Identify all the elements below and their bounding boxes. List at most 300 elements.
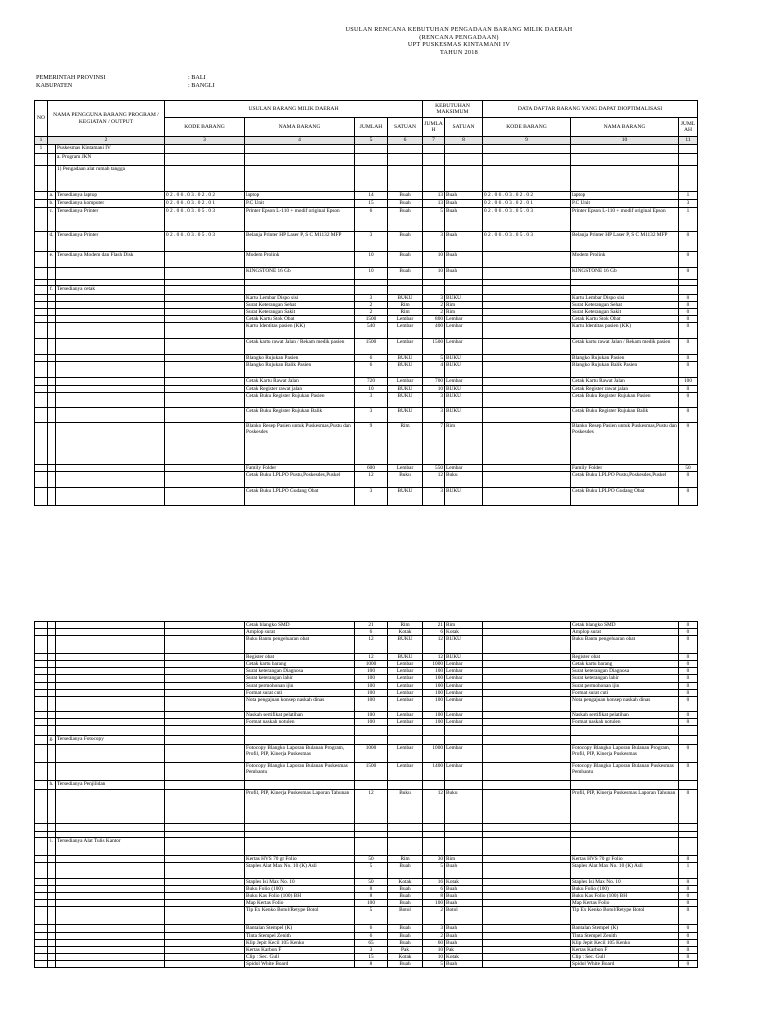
program-cell: Tersedianya Printer xyxy=(56,208,165,232)
nama-barang-cell: Family Folder xyxy=(245,464,355,471)
col-header-jumlah-max: JUMLA H xyxy=(423,118,445,137)
row-letter xyxy=(48,339,56,355)
jumlah-max-cell: 3 xyxy=(423,925,445,932)
jumlah-cell: 3 xyxy=(355,295,388,302)
jumlah-cell: 1500 xyxy=(355,762,388,780)
satuan-max-cell: Lembar xyxy=(445,711,483,718)
jumlah-max-cell: 100 xyxy=(423,675,445,682)
kode-barang-cell xyxy=(165,268,245,280)
satuan-cell: Rim xyxy=(388,302,423,309)
jumlah-max-cell: 800 xyxy=(423,316,445,323)
kode-barang-2-cell xyxy=(483,355,571,362)
jumlah-max-cell: 10 xyxy=(423,946,445,953)
jumlah-2-cell: 0 xyxy=(679,718,698,725)
jumlah-2-cell xyxy=(679,735,698,744)
program-cell xyxy=(56,907,165,925)
jumlah-cell: 6 xyxy=(355,355,388,362)
jumlah-cell xyxy=(355,166,388,192)
nama-barang-cell: Tinta Stempel Zenith xyxy=(245,932,355,939)
program-cell xyxy=(56,629,165,636)
jumlah-2-cell: 0 xyxy=(679,295,698,302)
program-cell xyxy=(56,392,165,407)
satuan-cell: Rim xyxy=(388,622,423,629)
table-body xyxy=(35,622,698,968)
satuan-cell: Botol xyxy=(388,907,423,925)
nama-barang-2-cell: Kertas HVS 70 gr Folio xyxy=(571,855,679,862)
jumlah-2-cell: 0 xyxy=(679,711,698,718)
nama-barang-cell xyxy=(245,780,355,789)
jumlah-2-cell: 0 xyxy=(679,636,698,654)
nama-barang-cell: laptop xyxy=(245,192,355,200)
column-number: 7 xyxy=(423,137,445,145)
jumlah-2-cell: 50 xyxy=(679,464,698,471)
table-row xyxy=(35,362,698,378)
satuan-max-cell: Buah xyxy=(445,886,483,893)
satuan-cell: Lembar xyxy=(388,718,423,725)
satuan-max-cell: Kotak xyxy=(445,953,483,960)
row-letter xyxy=(48,823,56,831)
jumlah-max-cell xyxy=(423,145,445,154)
kode-barang-2-cell xyxy=(483,407,571,422)
jumlah-cell: 12 xyxy=(355,654,388,661)
jumlah-2-cell: 0 xyxy=(679,907,698,925)
jumlah-max-cell: 3 xyxy=(423,407,445,422)
program-cell xyxy=(56,362,165,378)
jumlah-max-cell: 12 xyxy=(423,471,445,487)
row-no xyxy=(35,422,48,464)
satuan-max-cell: Rim xyxy=(445,622,483,629)
row-letter xyxy=(48,696,56,711)
row-letter xyxy=(48,855,56,862)
jumlah-2-cell: 0 xyxy=(679,696,698,711)
row-letter xyxy=(48,636,56,654)
jumlah-cell: 3 xyxy=(355,946,388,953)
satuan-cell xyxy=(388,837,423,855)
satuan-max-cell xyxy=(445,725,483,735)
jumlah-cell: 3 xyxy=(355,407,388,422)
satuan-max-cell: Buah xyxy=(445,192,483,200)
row-letter xyxy=(48,668,56,675)
satuan-cell: Buah xyxy=(388,925,423,932)
nama-barang-2-cell: Cetak Register rawat jalan xyxy=(571,385,679,392)
kode-barang-cell: 0 2 . 0 6 . 0 3 . 0 5 . 0 3 xyxy=(165,208,245,232)
table-row xyxy=(35,682,698,689)
program-cell xyxy=(56,464,165,471)
row-no xyxy=(35,668,48,675)
satuan-cell: Lembar xyxy=(388,378,423,385)
row-letter: c. xyxy=(48,208,56,232)
jumlah-cell: 6 xyxy=(355,932,388,939)
program-cell xyxy=(56,302,165,309)
jumlah-max-cell: 5 xyxy=(423,355,445,362)
kode-barang-cell xyxy=(165,907,245,925)
program-cell xyxy=(56,960,165,967)
nama-barang-2-cell xyxy=(571,286,679,295)
jumlah-cell: 21 xyxy=(355,622,388,629)
jumlah-max-cell: 2 xyxy=(423,907,445,925)
kode-barang-2-cell xyxy=(483,682,571,689)
satuan-max-cell: Buah xyxy=(445,960,483,967)
row-letter xyxy=(48,407,56,422)
satuan-max-cell: Lembar xyxy=(445,744,483,762)
row-letter: e. xyxy=(48,252,56,268)
kode-barang-2-cell xyxy=(483,823,571,831)
table-body xyxy=(35,145,698,506)
table-row xyxy=(35,636,698,654)
row-no xyxy=(35,696,48,711)
nama-barang-2-cell: Cetak kartu barang xyxy=(571,661,679,668)
jumlah-max-cell: 1400 xyxy=(423,762,445,780)
satuan-cell: Lembar xyxy=(388,668,423,675)
kode-barang-cell xyxy=(165,636,245,654)
title-line: (RENCANA PENGADAAN) xyxy=(419,33,499,41)
kode-barang-cell xyxy=(165,879,245,886)
nama-barang-cell: Cetak blangko SMD xyxy=(245,622,355,629)
row-no xyxy=(35,675,48,682)
jumlah-2-cell: 0 xyxy=(679,744,698,762)
nama-barang-2-cell: Bantalan Stempel (K) xyxy=(571,925,679,932)
nama-barang-cell xyxy=(245,145,355,154)
satuan-max-cell: Rim xyxy=(445,855,483,862)
jumlah-2-cell: 0 xyxy=(679,392,698,407)
satuan-cell: Lembar xyxy=(388,661,423,668)
jumlah-cell: 8 xyxy=(355,893,388,900)
jumlah-cell: 1000 xyxy=(355,661,388,668)
jumlah-2-cell: 0 xyxy=(679,252,698,268)
kode-barang-2-cell xyxy=(483,696,571,711)
kode-barang-2-cell xyxy=(483,268,571,280)
nama-barang-2-cell xyxy=(571,837,679,855)
title-line: USULAN RENCANA KEBUTUHAN PENGADAAN BARANG MILIK DAERAH xyxy=(345,26,573,33)
jumlah-2-cell xyxy=(679,823,698,831)
satuan-max-cell: BUKU xyxy=(445,385,483,392)
jumlah-max-cell: 100 xyxy=(423,711,445,718)
table-row xyxy=(35,471,698,487)
satuan-cell: Lembar xyxy=(388,339,423,355)
satuan-max-cell: Lembar xyxy=(445,661,483,668)
kode-barang-2-cell xyxy=(483,166,571,192)
kode-barang-cell xyxy=(165,471,245,487)
nama-barang-2-cell: Blangko Rujukan Balik Pasien xyxy=(571,362,679,378)
jumlah-max-cell: 100 xyxy=(423,696,445,711)
nama-barang-2-cell: Surat keterangan lahir xyxy=(571,675,679,682)
row-no xyxy=(35,487,48,505)
kode-barang-cell xyxy=(165,855,245,862)
program-cell xyxy=(56,946,165,953)
satuan-cell: Buah xyxy=(388,960,423,967)
program-cell xyxy=(56,378,165,385)
row-no xyxy=(35,907,48,925)
row-no xyxy=(35,362,48,378)
satuan-cell: Lembar xyxy=(388,682,423,689)
jumlah-2-cell: 0 xyxy=(679,339,698,355)
jumlah-2-cell: 0 xyxy=(679,668,698,675)
satuan-max-cell: Lembar xyxy=(445,718,483,725)
jumlah-2-cell: 0 xyxy=(679,422,698,464)
row-letter xyxy=(48,422,56,464)
row-no xyxy=(35,200,48,208)
satuan-max-cell xyxy=(445,780,483,789)
table-row xyxy=(35,166,698,192)
col-header-jumlah: JUMLAH xyxy=(355,118,388,137)
satuan-max-cell: Rim xyxy=(445,422,483,464)
row-letter xyxy=(48,953,56,960)
nama-barang-2-cell: Modem Prolink xyxy=(571,252,679,268)
table-row xyxy=(35,946,698,953)
jumlah-cell: 9 xyxy=(355,422,388,464)
jumlah-2-cell: 0 xyxy=(679,471,698,487)
row-letter: h. xyxy=(48,780,56,789)
satuan-max-cell xyxy=(445,286,483,295)
kode-barang-cell xyxy=(165,378,245,385)
satuan-cell: Lembar xyxy=(388,464,423,471)
row-no xyxy=(35,789,48,823)
column-number: 10 xyxy=(571,137,679,145)
satuan-max-cell: Buah xyxy=(445,200,483,208)
program-cell: Tersedianya Fotocopy xyxy=(56,735,165,744)
satuan-cell xyxy=(388,725,423,735)
meta-row-province xyxy=(36,74,206,82)
table-row xyxy=(35,675,698,682)
kode-barang-cell: 0 2 . 0 6 . 0 3 . 0 5 . 0 3 xyxy=(165,232,245,252)
nama-barang-2-cell: Belanja Printer HP Laser P, S C M1132 MFP xyxy=(571,232,679,252)
kode-barang-cell xyxy=(165,789,245,823)
row-letter xyxy=(48,268,56,280)
satuan-cell: BUKU xyxy=(388,385,423,392)
satuan-cell xyxy=(388,780,423,789)
kode-barang-cell xyxy=(165,953,245,960)
kode-barang-cell xyxy=(165,725,245,735)
row-letter xyxy=(48,711,56,718)
satuan-max-cell: Lembar xyxy=(445,668,483,675)
nama-barang-2-cell: Tinta Stempel Zenith xyxy=(571,932,679,939)
kode-barang-cell xyxy=(165,925,245,932)
kode-barang-2-cell xyxy=(483,385,571,392)
table-row xyxy=(35,668,698,675)
satuan-cell: Lembar xyxy=(388,689,423,696)
nama-barang-2-cell xyxy=(571,154,679,166)
satuan-max-cell: Rim xyxy=(445,302,483,309)
kode-barang-2-cell xyxy=(483,622,571,629)
kode-barang-cell xyxy=(165,407,245,422)
jumlah-max-cell: 13 xyxy=(423,200,445,208)
jumlah-cell: 100 xyxy=(355,711,388,718)
nama-barang-2-cell xyxy=(571,823,679,831)
jumlah-2-cell: 0 xyxy=(679,654,698,661)
table-row xyxy=(35,789,698,823)
table-row xyxy=(35,355,698,362)
nama-barang-cell: Clip : Sec. Gull xyxy=(245,953,355,960)
kode-barang-cell xyxy=(165,339,245,355)
satuan-cell: Rim xyxy=(388,855,423,862)
jumlah-2-cell: 0 xyxy=(679,675,698,682)
kode-barang-cell xyxy=(165,960,245,967)
jumlah-2-cell: 0 xyxy=(679,622,698,629)
satuan-cell xyxy=(388,166,423,192)
row-letter: i. xyxy=(48,837,56,855)
nama-barang-cell: Nota pengajuan konsep naskah dinas xyxy=(245,696,355,711)
table-row xyxy=(35,378,698,385)
jumlah-cell: 100 xyxy=(355,682,388,689)
meta-value: : BANGLI xyxy=(188,82,215,89)
row-no xyxy=(35,629,48,636)
nama-barang-cell: Buku Kas Folio (100) BH xyxy=(245,893,355,900)
table-row xyxy=(35,953,698,960)
satuan-max-cell: BUKU xyxy=(445,362,483,378)
kode-barang-cell xyxy=(165,886,245,893)
jumlah-cell xyxy=(355,780,388,789)
nama-barang-2-cell: Surat permohonan ijin xyxy=(571,682,679,689)
row-no xyxy=(35,886,48,893)
nama-barang-2-cell: Naskah sertifikat pelatihan xyxy=(571,711,679,718)
table-row xyxy=(35,339,698,355)
satuan-cell: Buah xyxy=(388,268,423,280)
row-no xyxy=(35,252,48,268)
table-row xyxy=(35,629,698,636)
jumlah-max-cell: 2 xyxy=(423,932,445,939)
nama-barang-cell xyxy=(245,154,355,166)
kode-barang-2-cell xyxy=(483,629,571,636)
satuan-max-cell: Buku xyxy=(445,789,483,823)
nama-barang-cell: Blangko Rujukan Balik Pasien xyxy=(245,362,355,378)
program-cell xyxy=(56,893,165,900)
jumlah-max-cell: 100 xyxy=(423,689,445,696)
nama-barang-2-cell: Map Kertas Folio xyxy=(571,900,679,907)
nama-barang-cell: Amplop surat xyxy=(245,629,355,636)
satuan-cell: Lembar xyxy=(388,316,423,323)
nama-barang-cell: Tip Ex Kenko Botol/Retype Botol xyxy=(245,907,355,925)
nama-barang-2-cell: Klip Jepit Kecil 105 Kenko xyxy=(571,939,679,946)
jumlah-max-cell: 12 xyxy=(423,654,445,661)
table-row xyxy=(35,863,698,879)
row-letter xyxy=(48,309,56,316)
program-cell xyxy=(56,339,165,355)
program-cell xyxy=(56,355,165,362)
jumlah-cell: 14 xyxy=(355,192,388,200)
jumlah-max-cell: 12 xyxy=(423,789,445,823)
procurement-table-page-2 xyxy=(34,621,698,968)
satuan-cell: Buah xyxy=(388,200,423,208)
jumlah-cell: 6 xyxy=(355,629,388,636)
kode-barang-2-cell xyxy=(483,744,571,762)
kode-barang-2-cell xyxy=(483,879,571,886)
row-letter xyxy=(48,744,56,762)
kode-barang-cell xyxy=(165,823,245,831)
satuan-max-cell: Lembar xyxy=(445,689,483,696)
nama-barang-2-cell: Format naskah notulen xyxy=(571,718,679,725)
satuan-cell: Buku xyxy=(388,789,423,823)
nama-barang-2-cell: KINGSTONE 16 Gb xyxy=(571,268,679,280)
jumlah-max-cell xyxy=(423,286,445,295)
jumlah-cell: 12 xyxy=(355,636,388,654)
jumlah-max-cell: 3 xyxy=(423,392,445,407)
table-row xyxy=(35,689,698,696)
jumlah-2-cell: 0 xyxy=(679,362,698,378)
row-letter xyxy=(48,718,56,725)
table-row xyxy=(35,925,698,932)
nama-barang-2-cell: Buku Bantu pengeluaran obat xyxy=(571,636,679,654)
program-cell xyxy=(56,725,165,735)
nama-barang-cell: Kertas HVS 70 gr Folio xyxy=(245,855,355,862)
jumlah-cell xyxy=(355,154,388,166)
row-letter xyxy=(48,863,56,879)
jumlah-max-cell xyxy=(423,725,445,735)
nama-barang-cell: Register obat xyxy=(245,654,355,661)
program-cell xyxy=(56,762,165,780)
kode-barang-cell xyxy=(165,166,245,192)
satuan-max-cell: Buah xyxy=(445,252,483,268)
nama-barang-cell: Spidol White Board xyxy=(245,960,355,967)
row-no xyxy=(35,392,48,407)
jumlah-max-cell xyxy=(423,735,445,744)
row-no xyxy=(35,464,48,471)
nama-barang-cell xyxy=(245,286,355,295)
jumlah-max-cell xyxy=(423,154,445,166)
program-cell xyxy=(56,316,165,323)
satuan-max-cell: Buah xyxy=(445,232,483,252)
nama-barang-2-cell: Buku Kas Folio (100) BH xyxy=(571,893,679,900)
row-letter xyxy=(48,661,56,668)
jumlah-max-cell: 13 xyxy=(423,192,445,200)
col-header-satuan: SATUAN xyxy=(388,118,423,137)
column-number: 6 xyxy=(388,137,423,145)
table-row xyxy=(35,744,698,762)
row-no xyxy=(35,682,48,689)
nama-barang-2-cell: Buku Folio (100) xyxy=(571,886,679,893)
satuan-max-cell: BUKU xyxy=(445,355,483,362)
satuan-cell: Buah xyxy=(388,863,423,879)
jumlah-2-cell: 0 xyxy=(679,886,698,893)
nama-barang-cell: Surat keterangan lahir xyxy=(245,675,355,682)
satuan-cell: BUKU xyxy=(388,407,423,422)
row-no xyxy=(35,661,48,668)
table-row xyxy=(35,879,698,886)
table-row xyxy=(35,622,698,629)
nama-barang-cell: Cetak kartu rawat Jalan / Rekam medik pasien xyxy=(245,339,355,355)
program-cell xyxy=(56,323,165,339)
jumlah-cell: 15 xyxy=(355,953,388,960)
table-row xyxy=(35,661,698,668)
jumlah-cell: 1000 xyxy=(355,744,388,762)
kode-barang-cell xyxy=(165,863,245,879)
satuan-cell: Buah xyxy=(388,932,423,939)
document-header xyxy=(0,26,768,56)
jumlah-2-cell: 1 xyxy=(679,192,698,200)
row-letter xyxy=(48,145,56,154)
col-header-nama-barang-2: NAMA BARANG xyxy=(571,118,679,137)
row-letter xyxy=(48,355,56,362)
satuan-max-cell: Lembar xyxy=(445,378,483,385)
kode-barang-2-cell: 0 2 . 0 6 . 0 3 . 0 5 . 0 3 xyxy=(483,208,571,232)
row-letter xyxy=(48,654,56,661)
satuan-max-cell: Kotak xyxy=(445,629,483,636)
kode-barang-2-cell xyxy=(483,907,571,925)
jumlah-cell: 100 xyxy=(355,689,388,696)
row-letter xyxy=(48,907,56,925)
nama-barang-cell: Profil, PIP, Kinerja Puskesmas Laporan Tahunan xyxy=(245,789,355,823)
kode-barang-2-cell xyxy=(483,339,571,355)
jumlah-max-cell: 21 xyxy=(423,622,445,629)
row-letter xyxy=(48,789,56,823)
nama-barang-cell xyxy=(245,725,355,735)
row-letter xyxy=(48,302,56,309)
col-header-no: NO xyxy=(35,101,48,137)
row-no xyxy=(35,689,48,696)
jumlah-max-cell: 100 xyxy=(423,682,445,689)
row-no xyxy=(35,636,48,654)
jumlah-cell: 100 xyxy=(355,900,388,907)
kode-barang-2-cell xyxy=(483,654,571,661)
